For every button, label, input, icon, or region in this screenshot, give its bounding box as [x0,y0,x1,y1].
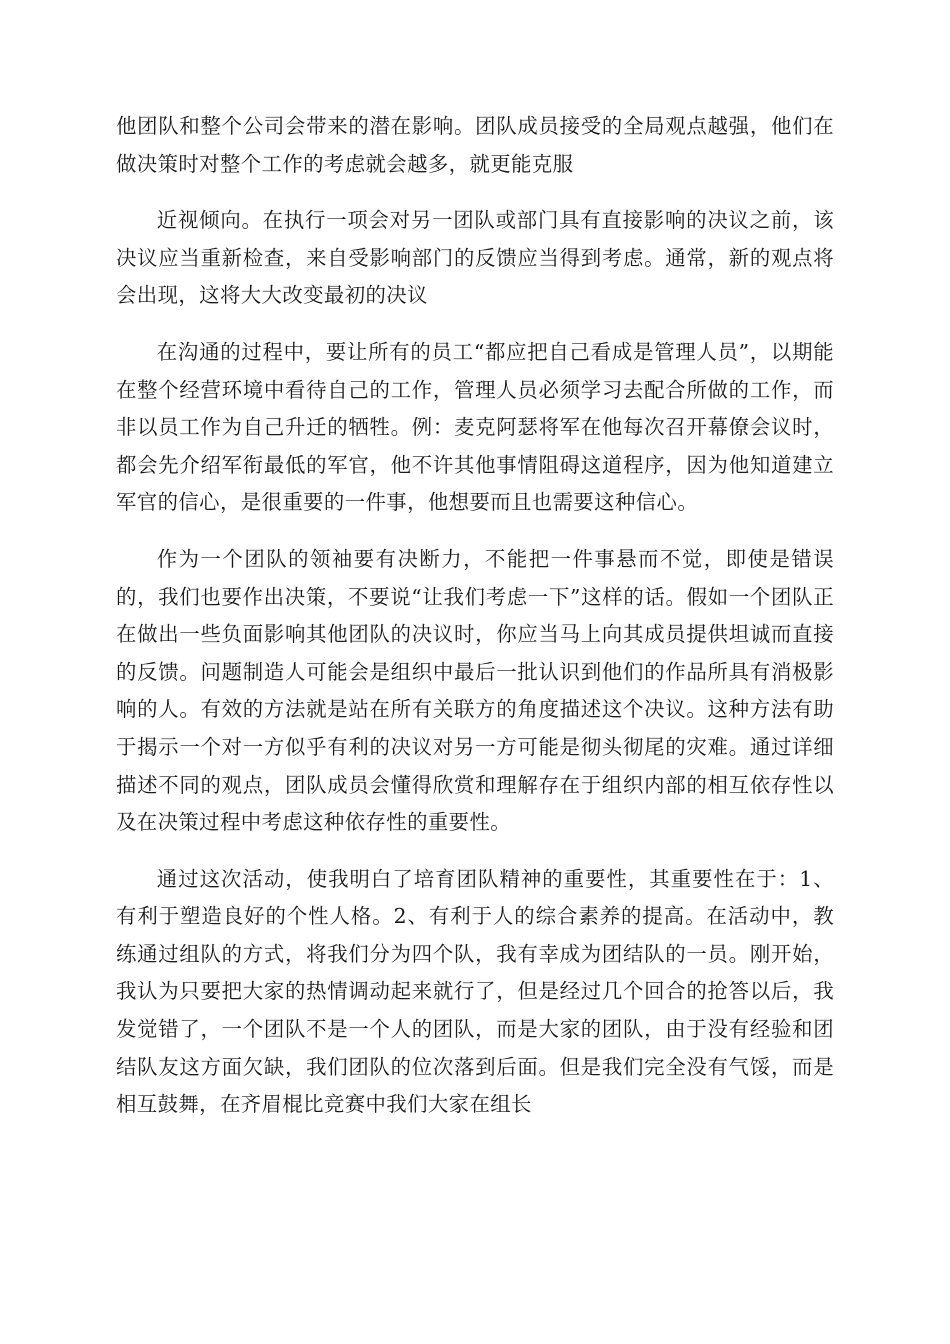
paragraph-5: 通过这次活动，使我明白了培育团队精神的重要性，其重要性在于：1、有利于塑造良好的个性人格。2、有利于人的综合素养的提高。在活动中，教练通过组队的方式，将我们分为四个队，我有幸成为团结队的一员。刚开始，我认为只要把大家的热情调动起来就行了，但是经过几个回合的抢答以后，我发觉错了，一个团队不是一个人的团队，而是大家的团队，由于没有经验和团结队友这方面欠缺，我们团队的位次落到后面。但是我们完全没有气馁，而是相互鼓舞，在齐眉棍比竞赛中我们大家在组长 [116,866,834,1117]
paragraph-4: 作为一个团队的领袖要有决断力，不能把一件事悬而不觉，即使是错误的，我们也要作出决策，不要说“让我们考虑一下”这样的话。假如一个团队正在做出一些负面影响其他团队的决议时，你应当马上向其成员提供坦诚而直接的反馈。问题制造人可能会是组织中最后一批认识到他们的作品所具有消极影响的人。有效的方法就是站在所有关联方的角度描述这个决议。这种方法有助于揭示一个对一方似乎有利的决议对另一方可能是彻头彻尾的灾难。通过详细描述不同的观点，团队成员会懂得欣赏和理解存在于组织内部的相互依存性以及在决策过程中考虑这种依存性的重要性。 [116,546,834,835]
document-body [116,108,834,1143]
paragraph-3: 在沟通的过程中，要让所有的员工“都应把自己看成是管理人员”，以期能在整个经营环境中看待自己的工作，管理人员必须学习去配合所做的工作，而非以员工作为自己升迁的牺牲。例：麦克阿瑟将军在他每次召开幕僚会议时，都会先介绍军衔最低的军官，他不许其他事情阻碍这道程序，因为他知道建立军官的信心，是很重要的一件事，他想要而且也需要这种信心。 [116,339,834,515]
paragraph-2: 近视倾向。在执行一项会对另一团队或部门具有直接影响的决议之前，该决议应当重新检查，来自受影响部门的反馈应当得到考虑。通常，新的观点将会出现，这将大大改变最初的决议 [116,208,834,308]
paragraph-1: 他团队和整个公司会带来的潜在影响。团队成员接受的全局观点越强，他们在做决策时对整个工作的考虑就会越多，就更能克服 [116,114,834,176]
